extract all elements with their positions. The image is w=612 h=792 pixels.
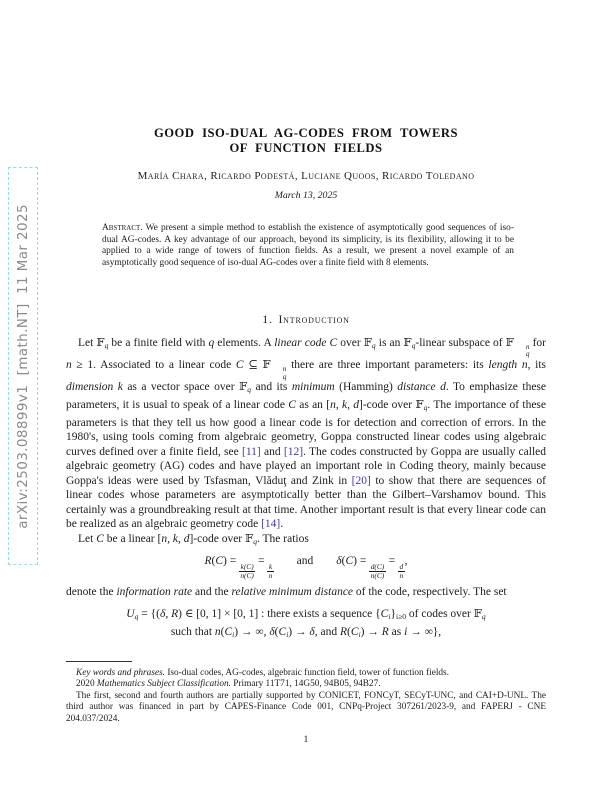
footnote-keywords	[66, 668, 546, 679]
text-segment: ) =	[222, 555, 240, 568]
text-segment: R	[339, 625, 348, 638]
text-segment: and	[273, 555, 337, 568]
intro-paragraph-1	[66, 336, 546, 532]
date-line: March 13, 2025	[274, 190, 338, 201]
text-segment: =	[255, 555, 268, 568]
text-segment: relative minimum distance	[231, 586, 354, 599]
footnote-rule	[66, 661, 132, 662]
ratios-formula	[66, 554, 546, 581]
section-heading-introduction: 1. Introduction	[262, 311, 350, 326]
fraction: $\frac{d(C)}{n(C)}$	[370, 561, 385, 581]
text-segment: of the code, respectively. The set	[353, 586, 507, 599]
text-segment: k	[117, 381, 123, 394]
text-segment: and its	[251, 381, 292, 394]
text-segment: q	[247, 385, 251, 395]
text-segment: ⊆	[243, 359, 263, 372]
text-segment: C	[380, 607, 389, 620]
text-segment: as a vector space over	[122, 381, 240, 394]
text-segment: (Hamming)	[334, 381, 398, 394]
text-segment: q	[134, 611, 139, 621]
text-segment: 2020	[76, 679, 97, 690]
text-segment: elements. A	[214, 336, 275, 349]
paper-title-line-2: OF FUNCTION FIELDS	[229, 141, 383, 155]
uq-definition-line-1	[66, 607, 546, 624]
authors-line: María Chara, Ricardo Podestá, Luciane Quoos, Ricardo Toledano	[137, 170, 475, 182]
paper-title	[66, 126, 546, 156]
text-segment: C	[350, 625, 359, 638]
text-segment: R	[381, 625, 389, 638]
text-segment: i≥0	[395, 611, 407, 621]
text-segment: ,	[404, 555, 408, 568]
text-segment: ) ∈ [0, 1] × [0, 1] : there exists a sequence {	[178, 607, 381, 620]
text-segment: C	[345, 555, 354, 568]
sup-sub-stack: n q	[525, 341, 530, 359]
sup-sub-stack: n q	[282, 363, 287, 381]
text-segment: -linear subspace of	[415, 336, 506, 349]
text-segment: 𝔽	[505, 336, 514, 349]
text-segment: and the	[192, 586, 232, 599]
citation-link[interactable]: [20]	[351, 474, 371, 487]
intro-paragraph-2	[66, 532, 546, 550]
text-segment: δ	[336, 555, 342, 568]
text-segment: to show that there are sequences of linear codes whose parameters are asymptotically better than the Gilbert–Varshamov bound. This certainly was a groundbreaking result at that time. Another important result is that every linear code can be realized as an algebraic geometry code	[66, 474, 546, 530]
text-segment: be a linear [	[103, 532, 162, 545]
text-segment: for	[529, 336, 547, 349]
text-segment: Iso-dual codes, AG-codes, algebraic function field, tower of function fields.	[165, 668, 449, 678]
text-segment: . The importance of these parameters is that they tell us how good a linear code is for detection and correction of errors. In the 1980's, using tools coming from algebraic geometry, Goppa constructed linear codes using algebraic curves defined over a finite field, see	[66, 398, 546, 458]
arxiv-stamp-text: arXiv:2503.08899v1 [math.NT] 11 Mar 2025	[15, 203, 31, 529]
text-segment: ]-code over	[359, 398, 416, 411]
text-segment: The first, second and fourth authors are partially supported by CONICET, FONCyT, SECyT-UNC, and CAI+D-UNL. The third author was financed in part by CAPES-Finance Code 001, CNPq-Project 307261/2023-9, and FAPERJ - CNE 204.037/2024.	[66, 690, 546, 724]
paper-content	[66, 126, 546, 646]
text-segment: C	[215, 555, 223, 568]
text-segment: Key words and phrases.	[76, 668, 166, 678]
text-segment: 𝔽	[403, 336, 412, 349]
text-segment: as an [	[295, 398, 331, 411]
text-segment: i	[232, 629, 235, 639]
text-segment: ) → ∞,	[234, 625, 270, 638]
footnote-msc	[66, 679, 546, 690]
citation-link[interactable]: [14]	[261, 518, 281, 530]
text-segment: Primary 11T71, 14G50, 94B05, 94B27.	[230, 679, 381, 690]
text-segment: (	[211, 555, 216, 568]
text-segment: δ	[309, 625, 315, 638]
footnote-block	[66, 661, 546, 745]
text-segment: and	[260, 445, 284, 458]
text-segment: C	[278, 625, 287, 638]
text-segment: denote the	[66, 586, 117, 599]
text-segment: d	[440, 381, 446, 394]
text-segment: as	[388, 625, 405, 638]
intro-paragraph-3	[66, 585, 546, 600]
text-segment: C	[329, 336, 338, 349]
citation-link[interactable]: [11]	[241, 445, 261, 458]
uq-definition-line-2	[66, 625, 546, 642]
text-segment: n, k, d	[330, 398, 359, 411]
text-segment: =	[385, 555, 398, 568]
abstract-text: We present a simple method to establish the existence of asymptotically good sequences of iso-dual AG-codes. A key advantage of our approach, beyond its simplicity, is its flexibility, allowing it to be applied to a wide range of towers of function fields. As a result, we present a novel example of an asymptotically good sequence of iso-dual AG-codes over a finite field with 8 elements.	[102, 223, 514, 269]
text-segment: distance	[397, 381, 436, 394]
text-segment: (	[341, 555, 346, 568]
text-segment: . The codes constructed by Goppa are usually called algebraic geometry (AG) codes and have played an important role in Coding theory, mainly because Goppa's ideas were used by Tsfasman, Vlăduţ and Zink in	[66, 445, 547, 487]
text-segment: R	[204, 555, 212, 568]
text-segment: → ∞},	[407, 625, 442, 638]
text-segment: ) →	[360, 625, 382, 638]
text-segment: C	[224, 625, 233, 638]
text-segment: (	[274, 625, 279, 638]
text-segment: ) =	[353, 555, 370, 568]
text-segment: i	[286, 629, 289, 639]
text-segment: ) →	[288, 625, 310, 638]
page-number: 1	[303, 734, 309, 746]
text-segment: C	[288, 398, 296, 411]
text-segment: n	[66, 359, 72, 372]
text-segment: 𝔽	[262, 359, 271, 372]
text-segment: . To emphasize these parameters, it is usual to speak of a linear code	[66, 381, 547, 411]
text-segment: i	[404, 625, 408, 638]
text-segment: = {(	[138, 607, 160, 620]
abstract	[102, 223, 514, 270]
fraction: $\frac{k(C)}{n(C)}$	[240, 561, 254, 581]
text-segment: 𝔽	[415, 398, 424, 411]
paper-title-line-1: GOOD ISO-DUAL AG-CODES FROM TOWERS	[153, 126, 459, 140]
text-segment: (	[347, 625, 351, 638]
text-segment: over	[337, 336, 364, 349]
text-segment: q	[104, 340, 109, 350]
text-segment: . The ratios	[256, 532, 309, 545]
text-segment: such that	[170, 625, 215, 638]
text-segment: n, k, d	[161, 532, 190, 545]
text-segment: Mathematics Subject Classification.	[96, 679, 231, 690]
footnote-funding	[66, 691, 546, 725]
arxiv-stamp	[8, 167, 38, 565]
text-segment: q	[208, 336, 215, 349]
text-segment: 𝔽	[96, 336, 105, 349]
text-segment: , its	[527, 359, 546, 372]
fraction: $\frac{k}{n}$	[268, 561, 273, 581]
text-segment: q	[411, 340, 416, 350]
text-segment: linear code	[274, 336, 327, 349]
text-segment: 𝔽	[363, 336, 372, 349]
text-segment: n	[214, 625, 221, 638]
text-segment: U	[126, 607, 135, 620]
text-segment: Let	[78, 532, 97, 545]
abstract-label: Abstract.	[102, 223, 143, 233]
citation-link[interactable]: [12]	[283, 445, 304, 458]
text-segment: 𝔽	[239, 381, 248, 394]
text-segment: n	[521, 359, 528, 372]
text-segment: Let	[78, 336, 97, 349]
fraction: $\frac{d}{n}$	[399, 561, 404, 581]
text-segment: δ	[269, 625, 275, 638]
text-segment: ≥ 1. Associated to a linear code	[71, 359, 236, 372]
text-segment: q	[253, 536, 257, 546]
text-segment: δ, R	[159, 607, 179, 620]
text-segment: ]-code over	[189, 532, 246, 545]
text-segment: , and	[314, 625, 340, 638]
text-segment: .	[280, 518, 284, 530]
text-segment: 𝔽	[473, 607, 482, 620]
text-segment: minimum	[291, 381, 335, 394]
text-segment: of codes over	[406, 607, 474, 620]
text-segment: C	[96, 532, 104, 545]
text-segment: there are three important parameters: its	[286, 359, 489, 372]
text-segment: q	[481, 611, 486, 621]
text-segment: is an	[375, 336, 404, 349]
text-segment: i	[388, 611, 391, 621]
text-segment: C	[235, 359, 244, 372]
text-segment: information rate	[116, 586, 193, 599]
text-segment: 𝔽	[245, 532, 254, 545]
uq-set-definition	[66, 607, 546, 642]
text-segment: q	[423, 403, 428, 412]
text-segment: (	[220, 625, 225, 638]
text-segment: }	[390, 607, 396, 620]
text-segment: q	[371, 340, 376, 350]
text-segment: i	[358, 629, 361, 639]
text-segment: be a finite field with	[108, 336, 209, 349]
text-segment: length	[488, 359, 518, 372]
text-segment: dimension	[66, 381, 114, 394]
